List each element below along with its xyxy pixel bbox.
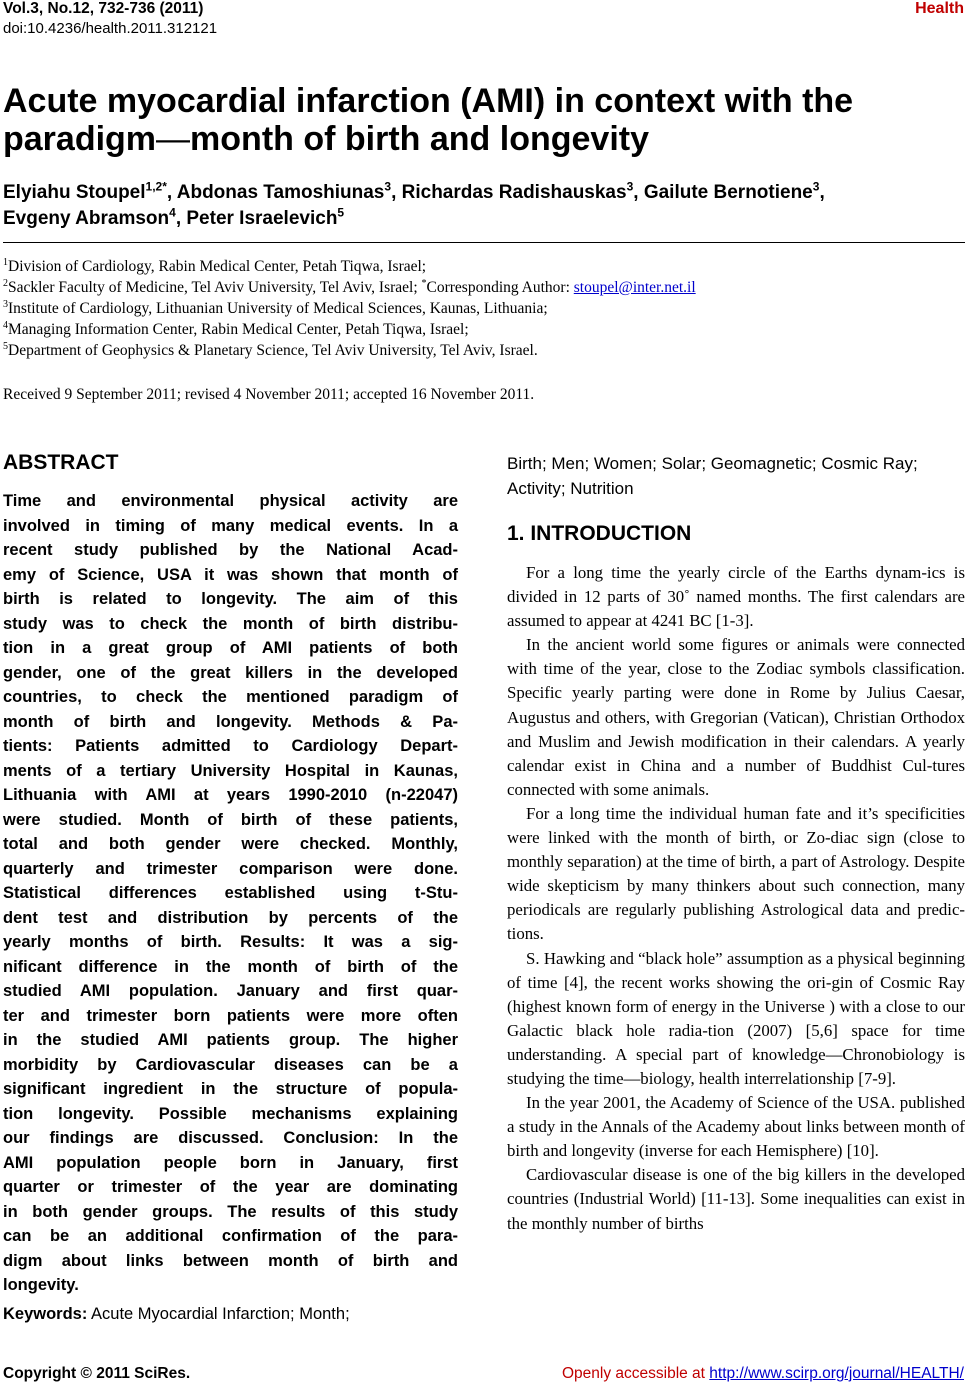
keywords-line bbox=[3, 1302, 463, 1327]
author-list bbox=[3, 180, 965, 232]
author-affil-sup: 3 bbox=[384, 179, 392, 194]
abstract-line: quarterly and trimester comparison were done. bbox=[3, 859, 458, 878]
keywords-label: Keywords: bbox=[3, 1305, 88, 1323]
author-affil-sup: 5 bbox=[337, 205, 345, 220]
paragraph: For a long time the individual human fate and it’s specificities were linked with the month of birth, or Zo-diac sign (close to monthly separation) at the time of birth, a part of Astrology. Despite wide skepticism by many thinkers about such connection, many periodicals are regularly publishing Astrological data and predic-tions. bbox=[507, 803, 965, 944]
keywords-text: Acute Myocardial Infarction; Month; bbox=[87, 1305, 350, 1323]
author-name: Peter Israelevich bbox=[186, 208, 338, 229]
paper-title bbox=[3, 82, 963, 158]
title-line-2: paradigm—month of birth and longevity bbox=[3, 120, 650, 158]
journal-url-link[interactable]: http://www.scirp.org/journal/HEALTH/ bbox=[709, 1365, 964, 1382]
abstract-line: morbidity by Cardiovascular diseases can be a bbox=[3, 1055, 458, 1074]
abstract-line: can be an additional confirmation of the para- bbox=[3, 1227, 458, 1245]
abstract-line: gender, one of the great killers in the developed bbox=[3, 663, 458, 682]
author-line-2: Evgeny Abramson$^4$, Peter Israelevich$^5$ bbox=[3, 205, 345, 229]
affiliation-item: $^3$Institute of Cardiology, Lithuanian University of Medical Sciences, Kaunas, Lithuania; bbox=[3, 298, 548, 317]
corresponding-email-link[interactable]: stoupel@inter.net.il bbox=[573, 279, 696, 296]
abstract-line: tion longevity. Possible mechanisms explaining bbox=[3, 1104, 458, 1123]
abstract-line: birth is related to longevity. The aim of this bbox=[3, 590, 458, 608]
abstract-line: significant ingredient in the structure of popula- bbox=[3, 1080, 458, 1098]
received-dates: Received 9 September 2011; revised 4 November 2011; accepted 16 November 2011. bbox=[3, 386, 535, 403]
abstract-line: AMI population people born in January, first bbox=[3, 1153, 458, 1172]
abstract-line: emy of Science, USA it was shown that month of bbox=[3, 565, 458, 584]
abstract-line: our findings are discussed. Conclusion: In the bbox=[3, 1129, 458, 1147]
footer-open-access: Openly accessible at http://www.scirp.org/journal/HEALTH/ bbox=[561, 1365, 964, 1382]
abstract-line: Statistical differences established using t-Stu- bbox=[3, 884, 458, 902]
paragraph: S. Hawking and “black hole” assumption as a physical beginning of time [4], the recent works showing the ori-gin of Cosmic Ray (highest known form of energy in the Universe ) with a close to our Galactic black hole radia-tion (2007) [5,6] space for time understanding. A special part of knowledge―Chronobiology is studying the time―biology, health interrelationship [7-9]. bbox=[507, 948, 965, 1088]
abstract-line: Time and environmental physical activity are bbox=[3, 492, 458, 510]
journal-volume: Vol.3, No.12, 732-736 (2011) bbox=[3, 0, 204, 17]
author-affil-sup: 1,2* bbox=[145, 179, 167, 194]
abstract-line: digm about links between month of birth and bbox=[3, 1251, 458, 1270]
author-affil-sup: 3 bbox=[812, 179, 820, 194]
paragraph: In the ancient world some figures or animals were connected with time of the year, close to the Zodiac symbols classification. Specific yearly parting were done in Rome by Julius Caesar, Augustus and others, with Gregorian (Vatican), Christian Orthodox and Muslim and Jewish modification in their calendars. A yearly calendar exist in China and a number of Buddhist Cul-tures connected with some animals. bbox=[507, 635, 965, 799]
abstract-line: countries, to check the mentioned paradigm of bbox=[3, 688, 458, 706]
abstract-line: were studied. Month of birth of these patients, bbox=[3, 810, 458, 829]
abstract-line: involved in timing of many medical events. In a bbox=[3, 516, 458, 535]
abstract-line: in both gender groups. The results of this study bbox=[3, 1202, 458, 1221]
author-affil-sup: 4 bbox=[169, 205, 176, 220]
title-line-1: Acute myocardial infarction (AMI) in context with the bbox=[3, 82, 854, 120]
header-divider bbox=[3, 242, 965, 243]
paragraph: For a long time the yearly circle of the Earths dynam-ics is divided in 12 parts of 30˚ named months. The first calendars are assumed to appear at 4241 BC [1-3]. bbox=[507, 563, 965, 631]
abstract-line: in the studied AMI patients group. The higher bbox=[3, 1031, 458, 1049]
abstract-line: dent test and distribution by percents of the bbox=[3, 908, 458, 927]
author-name: Richardas Radishauskas bbox=[401, 182, 627, 203]
paragraph: In the year 2001, the Academy of Science of the USA. published a study in the Annals of the Academy about links between month of birth and longevity (inverse for each Hemisphere) [10]. bbox=[507, 1093, 965, 1161]
affiliation-item: $^2$Sackler Faculty of Medicine, Tel Aviv University, Tel Aviv, Israel; *Corresponding Author: stoupel@inter.net.il bbox=[3, 277, 696, 296]
author-name: Gailute Bernotiene bbox=[643, 182, 813, 203]
author-line-1: Elyiahu Stoupel$^{1,2*}$, Abdonas Tamoshiunas$^3$, Richardas Radishauskas$^3$, Gailute Bernotiene$^3$, bbox=[3, 179, 825, 203]
abstract-line: yearly months of birth. Results: It was a sig- bbox=[3, 933, 458, 951]
introduction-body bbox=[507, 561, 965, 1236]
abstract-line: tion in a great group of AMI patients of both bbox=[3, 639, 458, 657]
keywords-continuation: Birth; Men; Women; Solar; Geomagnetic; Cosmic Ray; Activity; Nutrition bbox=[507, 454, 918, 498]
footer-copyright: Copyright © 2011 SciRes. bbox=[3, 1365, 191, 1382]
journal-name: Health bbox=[915, 0, 964, 17]
paragraph: Cardiovascular disease is one of the big killers in the developed countries (Industrial World) [11-13]. Some inequalities can exist in the monthly number of births bbox=[507, 1165, 965, 1233]
abstract-line: studied AMI population. January and first quar- bbox=[3, 982, 458, 1000]
section-heading-introduction: 1. INTRODUCTION bbox=[507, 522, 692, 545]
author-name: Abdonas Tamoshiunas bbox=[176, 182, 385, 203]
affiliation-item: $^1$Division of Cardiology, Rabin Medical Center, Petah Tiqwa, Israel; bbox=[3, 256, 427, 275]
affiliation-item: $^4$Managing Information Center, Rabin Medical Center, Petah Tiqwa, Israel; bbox=[3, 319, 469, 338]
author-name: Evgeny Abramson bbox=[3, 208, 170, 229]
author-name: Elyiahu Stoupel bbox=[3, 182, 146, 203]
abstract-line: nificant difference in the month of birth of the bbox=[3, 957, 458, 976]
abstract-line: ter and trimester born patients were more often bbox=[3, 1006, 458, 1025]
abstract-line: recent study published by the National Acad- bbox=[3, 541, 458, 559]
abstract-line: month of birth and longevity. Methods & Pa- bbox=[3, 712, 458, 731]
affiliations bbox=[3, 256, 965, 361]
abstract-line: total and both gender were checked. Monthly, bbox=[3, 835, 458, 853]
abstract-heading: ABSTRACT bbox=[3, 451, 119, 474]
abstract-body bbox=[3, 489, 458, 1298]
abstract-line: ments of a tertiary University Hospital in Kaunas, bbox=[3, 761, 458, 780]
abstract-line: quarter or trimester of the year are dominating bbox=[3, 1178, 458, 1196]
abstract-line: Lithuania with AMI at years 1990-2010 (n-22047) bbox=[3, 786, 458, 804]
abstract-line: study was to check the month of birth distribu- bbox=[3, 614, 458, 633]
abstract-line: longevity. bbox=[3, 1276, 79, 1294]
abstract-line: tients: Patients admitted to Cardiology Depart- bbox=[3, 737, 458, 755]
doi: doi:10.4236/health.2011.312121 bbox=[3, 20, 218, 37]
author-affil-sup: 3 bbox=[626, 179, 634, 194]
affiliation-item: $^5$Department of Geophysics & Planetary Science, Tel Aviv University, Tel Aviv, Israel. bbox=[3, 340, 538, 359]
